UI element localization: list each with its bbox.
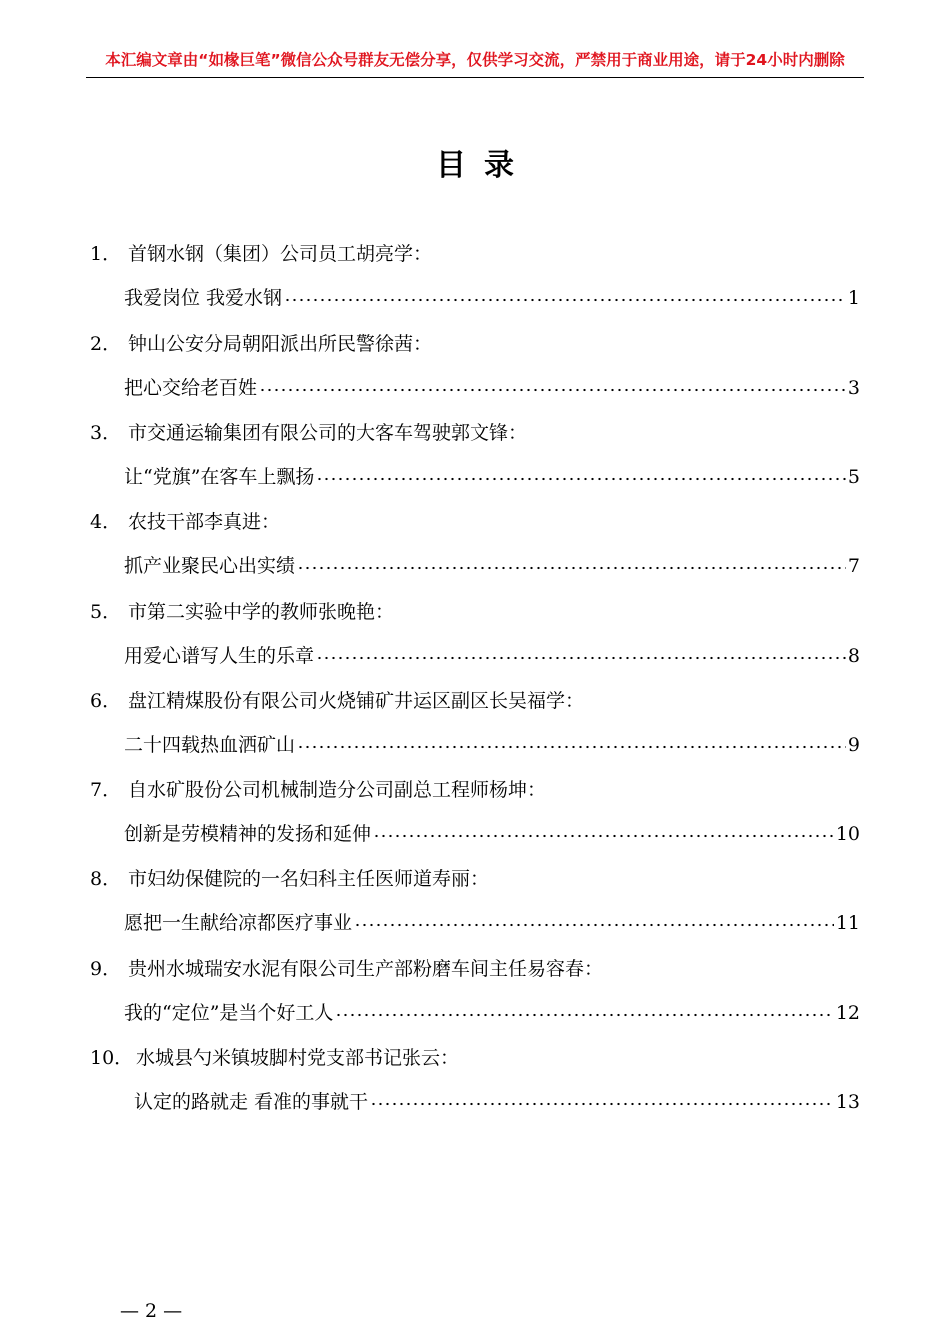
page-number-footer: — 2 — <box>120 1300 183 1322</box>
toc-entry-subtitle: 抓产业聚民心出实绩 <box>124 555 296 577</box>
toc-page-number: 12 <box>835 1002 860 1024</box>
toc-entry-subtitle: 我爱岗位 我爱水钢 <box>124 287 283 309</box>
header-notice: 本汇编文章由“如椽巨笔”微信公众号群友无偿分享，仅供学习交流，严禁用于商业用途，请于24小时内删除 <box>105 51 845 69</box>
toc-entry-link[interactable] <box>134 1090 860 1114</box>
toc-entry-title: 自水矿股份公司机械制造分公司副总工程师杨坤： <box>128 779 547 801</box>
toc-entry-subtitle: 创新是劳模精神的发扬和延伸 <box>124 823 372 845</box>
toc-entry-link[interactable] <box>124 465 860 489</box>
toc-entry-heading <box>90 421 527 445</box>
toc-entry-number: 10． <box>90 1047 134 1069</box>
toc-entry-link[interactable] <box>124 554 860 578</box>
toc-entry-title: 市第二实验中学的教师张晚艳： <box>128 601 395 623</box>
toc-entry-link[interactable] <box>124 822 860 846</box>
toc-entry-heading <box>90 600 394 624</box>
toc-entry-subtitle: 用爱心谱写人生的乐章 <box>124 645 315 667</box>
toc-entry-heading <box>90 957 603 981</box>
toc-entry-number: 6． <box>90 690 122 712</box>
dot-leader <box>335 1012 833 1018</box>
toc-entry-subtitle: 我的“定位”是当个好工人 <box>124 1002 334 1024</box>
toc-page-number: 13 <box>835 1091 860 1113</box>
toc-page-number: 8 <box>847 645 860 667</box>
toc-entry-link[interactable] <box>124 376 860 400</box>
toc-entry-number: 2． <box>90 333 122 355</box>
toc-entry-number: 7． <box>90 779 122 801</box>
toc-entry-heading <box>90 332 432 356</box>
toc-entry-title: 盘江精煤股份有限公司火烧铺矿井运区副区长吴福学： <box>128 690 585 712</box>
toc-entry-subtitle: 愿把一生献给凉都医疗事业 <box>124 912 353 934</box>
toc-entry-heading <box>90 689 584 713</box>
toc-entry-number: 9． <box>90 958 122 980</box>
dot-leader <box>373 833 834 839</box>
dot-leader <box>316 476 845 482</box>
toc-entry-subtitle: 把心交给老百姓 <box>124 377 258 399</box>
toc-entry-title: 钟山公安分局朝阳派出所民警徐茜： <box>128 333 433 355</box>
dot-leader <box>297 565 846 571</box>
dot-leader <box>316 655 846 661</box>
toc-entry-title: 水城县勺米镇坡脚村党支部书记张云： <box>136 1047 460 1069</box>
toc-entry-subtitle: 让“党旗”在客车上飘扬 <box>124 466 315 488</box>
toc-entry-title: 市妇幼保健院的一名妇科主任医师道寿丽： <box>128 868 490 890</box>
dot-leader <box>297 744 846 750</box>
toc-page-number: 11 <box>835 912 860 934</box>
toc-entry-subtitle: 认定的路就走 看准的事就干 <box>134 1091 369 1113</box>
toc-entry-title: 首钢水钢（集团）公司员工胡亮学： <box>128 243 433 265</box>
dot-leader <box>354 922 834 928</box>
toc-entry-link[interactable] <box>124 286 860 310</box>
toc-entry-number: 8． <box>90 868 122 890</box>
toc-entry-link[interactable] <box>124 911 860 935</box>
dot-leader <box>370 1101 834 1107</box>
toc-entry-link[interactable] <box>124 733 860 757</box>
toc-entry-heading <box>90 1046 459 1070</box>
toc-page-number: 3 <box>847 377 860 399</box>
toc-entry-number: 1． <box>90 243 122 265</box>
toc-entry-title: 贵州水城瑞安水泥有限公司生产部粉磨车间主任易容春： <box>128 958 604 980</box>
toc-entry-heading <box>90 510 280 534</box>
header-divider <box>86 77 864 78</box>
toc-entry-link[interactable] <box>124 644 860 668</box>
toc-page-number: 10 <box>835 823 860 845</box>
toc-entry-number: 5． <box>90 601 122 623</box>
toc-page-number: 9 <box>847 734 860 756</box>
dot-leader <box>284 297 846 303</box>
toc-entry-link[interactable] <box>124 1001 860 1025</box>
toc-page-number: 7 <box>847 555 860 577</box>
toc-entry-title: 农技干部李真进： <box>128 511 281 533</box>
toc-entry-heading <box>90 867 489 891</box>
toc-entry-heading <box>90 778 546 802</box>
toc-entry-number: 3． <box>90 422 122 444</box>
toc-entry-subtitle: 二十四载热血洒矿山 <box>124 734 296 756</box>
toc-entry-number: 4． <box>90 511 122 533</box>
dot-leader <box>259 387 846 393</box>
toc-page-number: 5 <box>847 466 860 488</box>
toc-page-number: 1 <box>847 287 860 309</box>
page-title: 目录 <box>436 148 532 183</box>
toc-entry-title: 市交通运输集团有限公司的大客车驾驶郭文锋： <box>128 422 528 444</box>
toc-entry-heading <box>90 242 432 266</box>
